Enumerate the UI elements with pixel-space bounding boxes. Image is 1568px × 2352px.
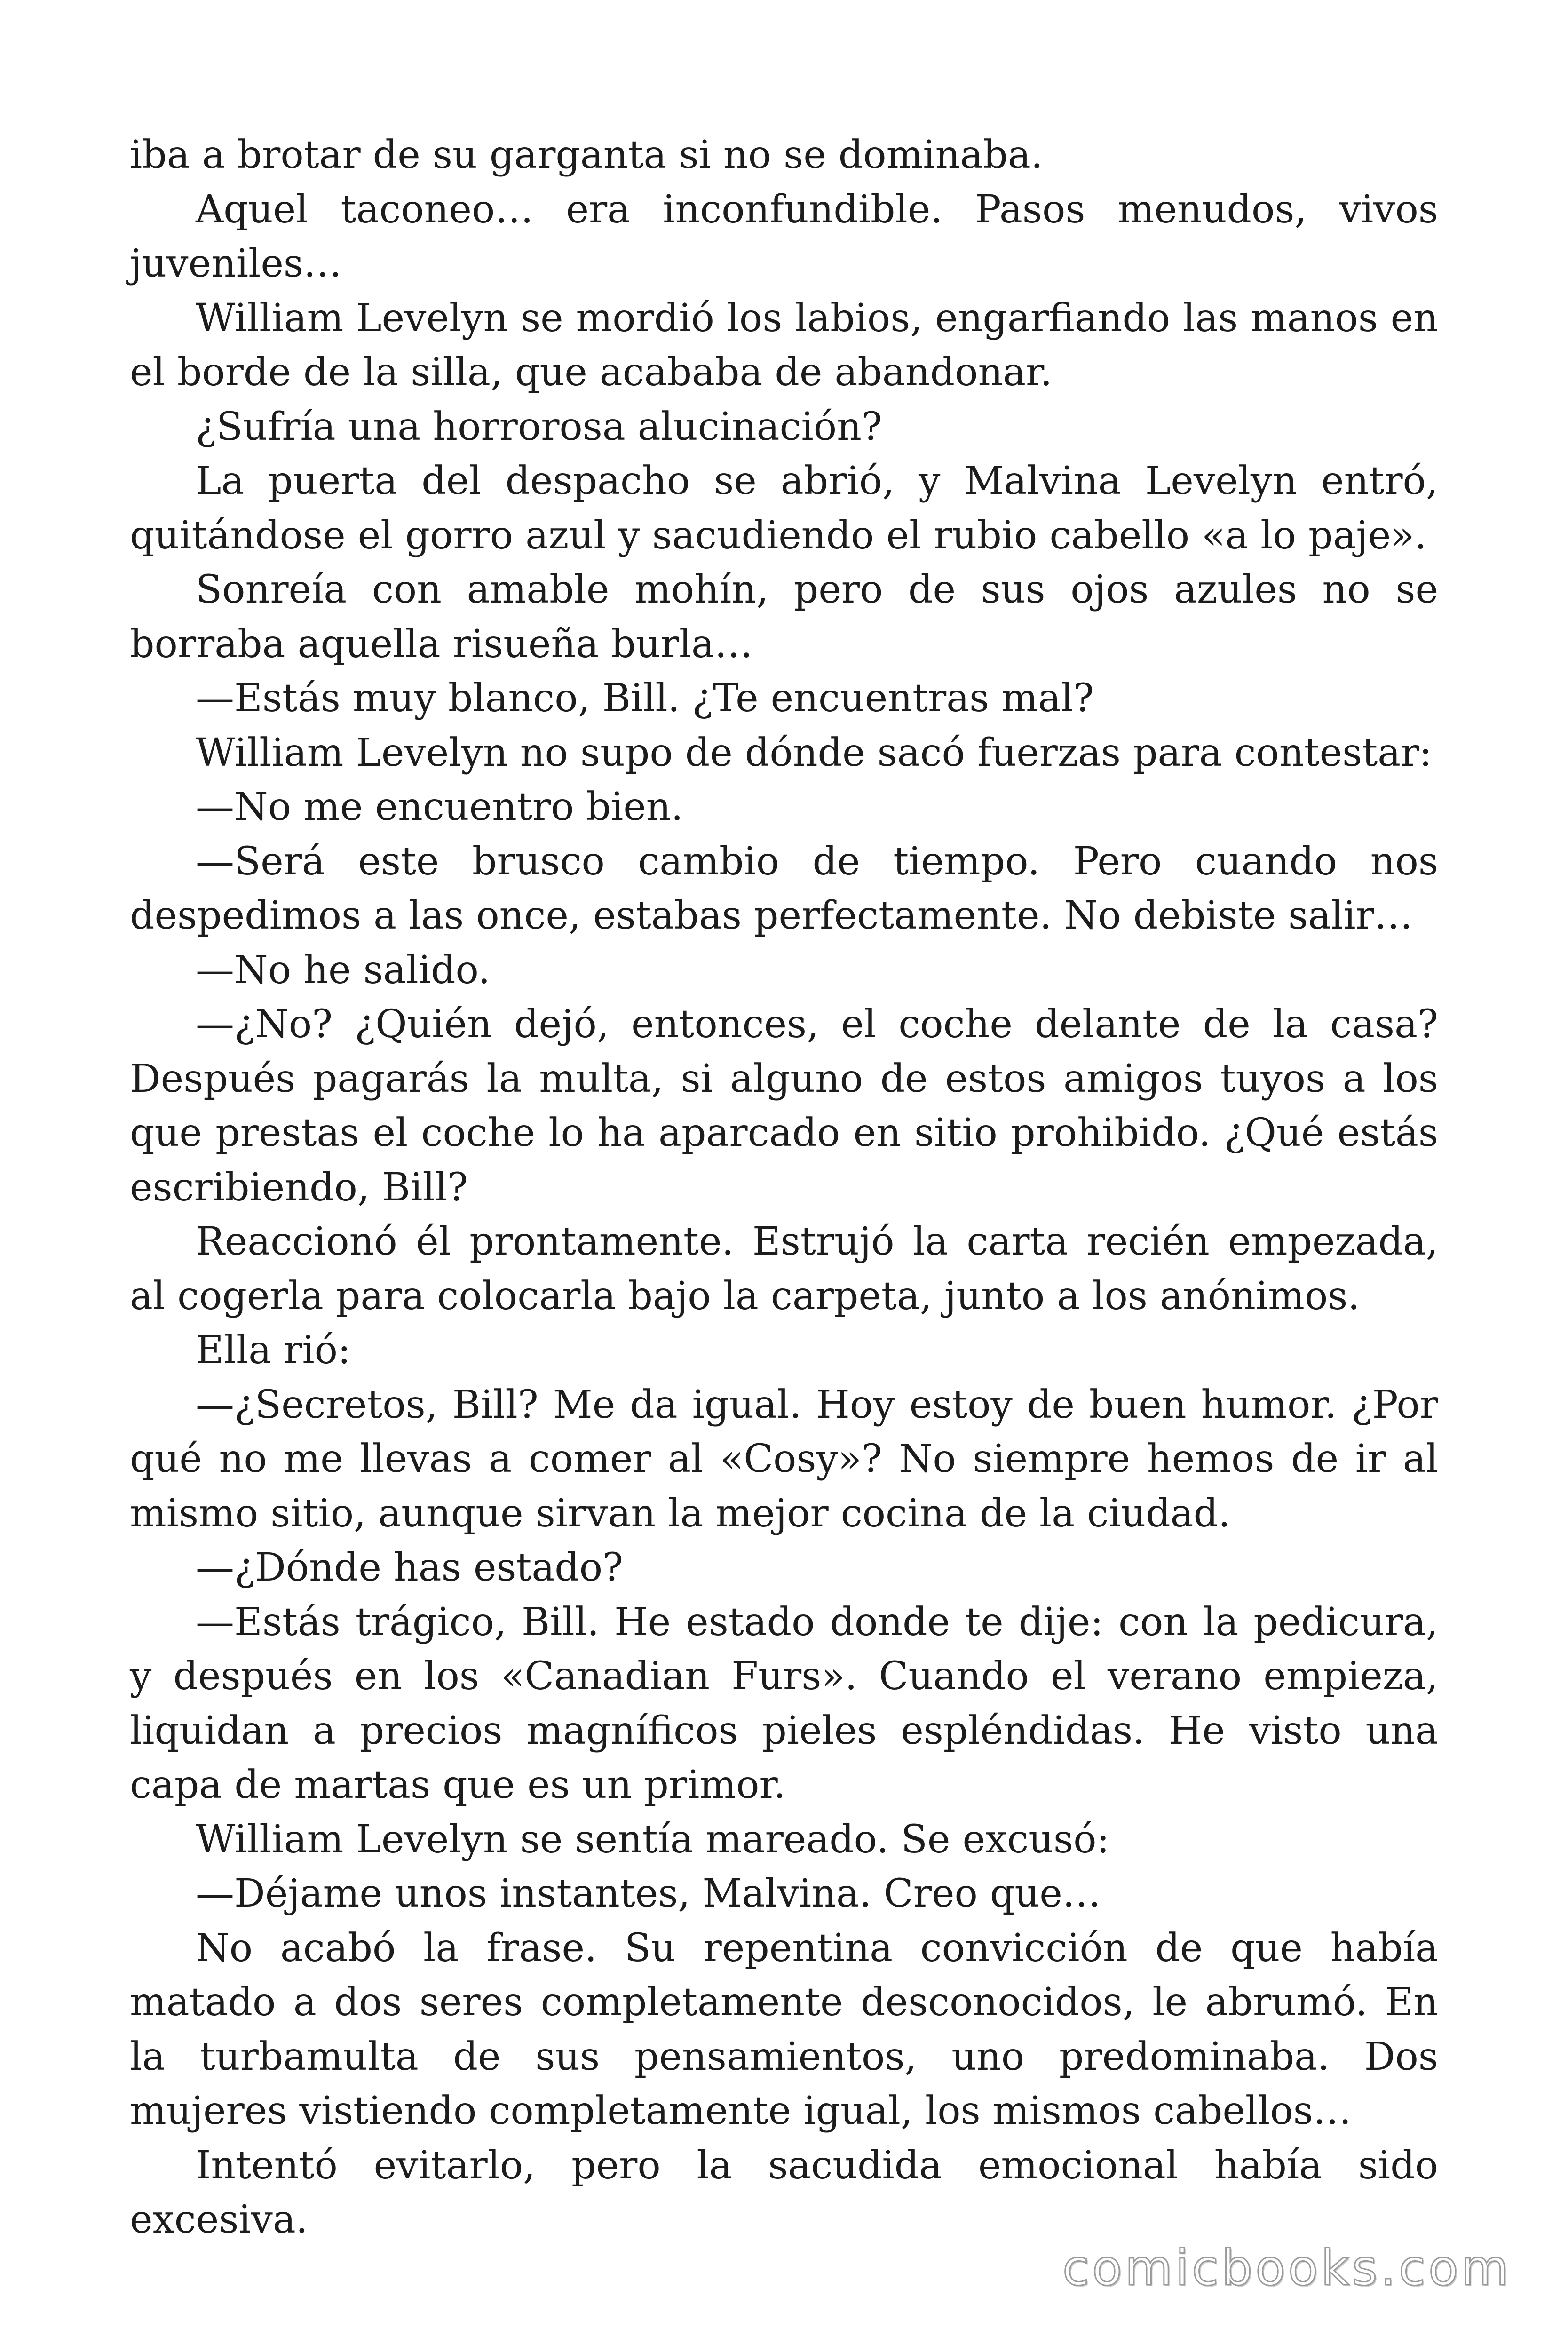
paragraph: —No me encuentro bien. xyxy=(196,785,683,829)
body-text xyxy=(130,128,1438,2247)
paragraph: —No he salido. xyxy=(196,947,491,993)
paragraph: William Levelyn se sentía mareado. Se excusó: xyxy=(196,1817,1110,1862)
paragraph: Sonreía con amable mohín, pero de sus ojos azules no se borraba aquella risueña burla… xyxy=(130,567,1438,667)
paragraph: ¿Sufría una horrorosa alucinación? xyxy=(196,404,882,449)
paragraph: La puerta del despacho se abrió, y Malvina Levelyn entró, quitándose el gorro azul y sacudiendo el rubio cabello «a lo paje». xyxy=(130,459,1438,558)
paragraph: —¿Dónde has estado? xyxy=(196,1545,624,1590)
paragraph: William Levelyn se mordió los labios, engarfiando las manos en el borde de la silla, que acababa de abandonar. xyxy=(130,295,1438,395)
paragraph: No acabó la frase. Su repentina convicción de que había matado a dos seres completamente desconocidos, le abrumó. En la turbamulta de sus pensamientos, uno predominaba. Dos mujeres vistiendo completamente igual, los mismos cabellos… xyxy=(130,1925,1438,2133)
paragraph: iba a brotar de su garganta si no se dominaba. xyxy=(130,133,1043,177)
paragraph: —¿Secretos, Bill? Me da igual. Hoy estoy de buen humor. ¿Por qué no me llevas a comer al «Cosy»? No siempre hemos de ir al mismo sitio, aunque sirvan la mejor cocina de la ciudad. xyxy=(130,1382,1438,1536)
paragraph: Aquel taconeo… era inconfundible. Pasos menudos, vivos juveniles… xyxy=(130,187,1438,286)
paragraph: Reaccionó él prontamente. Estrujó la carta recién empezada, al cogerla para colocarla bajo la carpeta, junto a los anónimos. xyxy=(130,1219,1438,1319)
paragraph: —Estás muy blanco, Bill. ¿Te encuentras mal? xyxy=(196,676,1094,721)
paragraph: —¿No? ¿Quién dejó, entonces, el coche delante de la casa? Después pagarás la multa, si alguno de estos amigos tuyos a los que prestas el coche lo ha aparcado en sitio prohibido. ¿Qué estás escribiendo, Bill? xyxy=(130,1002,1438,1210)
paragraph: Intentó evitarlo, pero la sacudida emocional había sido excesiva. xyxy=(130,2143,1438,2242)
paragraph: —Será este brusco cambio de tiempo. Pero cuando nos despedimos a las once, estabas perfectamente. No debiste salir… xyxy=(130,839,1438,938)
paragraph: —Estás trágico, Bill. He estado donde te dije: con la pedicura, y después en los «Canadian Furs». Cuando el verano empieza, liquidan a precios magníficos pieles espléndidas. He visto una capa de martas que es un primor. xyxy=(130,1599,1438,1807)
paragraph: Ella rió: xyxy=(196,1328,351,1373)
paragraph: —Déjame unos instantes, Malvina. Creo que… xyxy=(196,1871,1101,1916)
paragraph: William Levelyn no supo de dónde sacó fuerzas para contestar: xyxy=(196,730,1432,775)
watermark: comicbooks.com xyxy=(1062,2239,1512,2296)
